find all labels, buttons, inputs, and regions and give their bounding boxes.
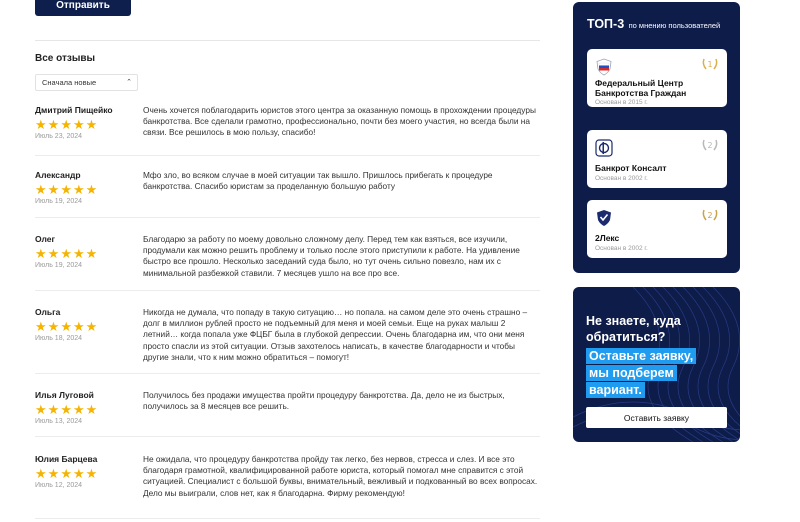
laurel-medal-icon [701, 208, 719, 222]
sort-select[interactable] [35, 74, 138, 91]
rating-stars [35, 320, 97, 333]
company-name: 2Лекс [595, 233, 620, 243]
rating-stars [35, 183, 97, 196]
reviews-section-title: Все отзывы [35, 53, 96, 64]
review-author: Юлия Барцева [35, 454, 98, 464]
company-founded: Основан в 2002 г. [595, 245, 648, 252]
review-text: Получилось без продажи имущества пройти процедуру банкротства. Да, дело не из быстрых, получилось за 8 месяцев все решить. [143, 390, 505, 412]
review-author: Олег [35, 234, 56, 244]
submit-button[interactable]: Отправить [35, 0, 131, 16]
review-author: Дмитрий Пищейко [35, 105, 113, 115]
chevron-down-icon: ⌃ [126, 79, 132, 86]
rating-stars [35, 118, 97, 131]
review-date: Июль 23, 2024 [35, 133, 83, 140]
star-icon: ★ [85, 246, 98, 261]
divider [35, 40, 540, 41]
divider [35, 436, 540, 437]
rating-stars [35, 403, 97, 416]
star-icon: ★ [85, 182, 98, 197]
review-text: Очень хочется поблагодарить юристов этого центра за оказанную помощь в прохождении процедуры банкротства. Все сделали грамотно, профессионально, почти без моего участия, но всегда были на связи. Все решилось в мою пользу, спасибо! [143, 105, 536, 138]
star-icon: ★ [72, 402, 85, 417]
sort-select-value: Сначала новые [42, 78, 97, 87]
star-icon: ★ [60, 182, 72, 197]
review-author: Ольга [35, 307, 61, 317]
top3-title: ТОП-3 [587, 17, 625, 31]
star-icon: ★ [35, 246, 47, 261]
promo-highlight-line: вариант. [586, 382, 645, 398]
company-founded: Основан в 2002 г. [595, 175, 648, 182]
review-date: Июль 12, 2024 [35, 482, 83, 489]
rating-stars [35, 467, 97, 480]
star-icon: ★ [72, 182, 85, 197]
divider [35, 155, 540, 156]
divider [35, 373, 540, 374]
review-author: Илья Луговой [35, 390, 94, 400]
star-icon: ★ [72, 117, 85, 132]
star-icon: ★ [60, 466, 72, 481]
laurel-medal-icon [701, 57, 719, 71]
review-date: Июль 13, 2024 [35, 418, 83, 425]
bk-monogram-icon [595, 139, 613, 157]
divider [35, 518, 540, 519]
top3-card[interactable] [587, 200, 727, 258]
promo-highlight-line: Оставьте заявку, [586, 348, 696, 364]
review-date: Июль 18, 2024 [35, 335, 83, 342]
star-icon: ★ [35, 319, 47, 334]
review-date: Июль 19, 2024 [35, 262, 83, 269]
star-icon: ★ [72, 319, 85, 334]
review-text: Мфо зло, во всяком случае в моей ситуации так вышло. Пришлось прибегать к процедуре банкротства. Спасибо юристам за проделанную большую работу [143, 170, 493, 192]
star-icon: ★ [35, 117, 47, 132]
star-icon: ★ [47, 246, 60, 261]
star-icon: ★ [35, 402, 47, 417]
company-founded: Основан в 2015 г. [595, 99, 648, 106]
star-icon: ★ [60, 246, 72, 261]
star-icon: ★ [60, 117, 72, 132]
star-icon: ★ [60, 319, 72, 334]
star-icon: ★ [47, 182, 60, 197]
star-icon: ★ [85, 466, 98, 481]
top3-subtitle: по мнению пользователей [628, 21, 721, 30]
star-icon: ★ [85, 319, 98, 334]
divider [35, 290, 540, 291]
review-text: Никогда не думала, что попаду в такую ситуацию… но попала. на самом деле это очень страшно – долг в миллион рублей просто не подъемный для меня и моей семьи. Еще на руках малыш 2 летний… когда попала уже ФЦБГ была в глубокой депрессии. Очень благодарна им, что они меня просто спасли из этой ситуации. Отзыв захотелось написать, в качестве благодарности и чтобы другие знали, что к ним можно обратиться – помогут! [143, 307, 528, 362]
promo-question: Не знаете, куда обратиться? [586, 314, 681, 344]
star-icon: ★ [72, 246, 85, 261]
promo-banner [573, 287, 740, 442]
place-number: 1 [707, 60, 713, 69]
laurel-medal-icon [701, 138, 719, 152]
leave-request-button[interactable]: Оставить заявку [586, 407, 727, 428]
company-name: Федеральный Центр Банкротства Граждан [595, 78, 687, 98]
star-icon: ★ [60, 402, 72, 417]
top3-header [587, 15, 737, 33]
star-icon: ★ [35, 466, 47, 481]
review-text: Благодарю за работу по моему довольно сложному делу. Перед тем как взяться, все изучили, продумали как можно решить проблему и только после этого приступили к работе. На удивление быстро все прошло. Несколько заседаний суда было, но тут очень сильно повезло, нам их с минимальной разбежкой ставили. 7 месяцев ушло на все про все. [143, 234, 520, 278]
promo-highlight-line: мы подберем [586, 365, 677, 381]
place-number: 2 [707, 141, 713, 150]
top3-panel [573, 2, 740, 273]
star-icon: ★ [85, 117, 98, 132]
review-date: Июль 19, 2024 [35, 198, 83, 205]
star-icon: ★ [47, 319, 60, 334]
rating-stars [35, 247, 97, 260]
star-icon: ★ [35, 182, 47, 197]
shield-check-icon [595, 209, 613, 227]
top3-card[interactable] [587, 49, 727, 107]
review-text: Не ожидала, что процедуру банкротства пройду так легко, без нервов, стресса и слез. И все это благодаря грамотной, квалифицированной работе юриста, который помогал мне справится с этой ситуацией. Специалист с большой буквы, внимательный, вежливый и подкованный во всех вопросах. Дело мы выиграли, слов нет, как я благодарна. Фирму рекомендую! [143, 454, 538, 498]
divider [35, 217, 540, 218]
shield-flag-icon [595, 58, 613, 76]
place-number: 2 [707, 211, 713, 220]
company-name: Банкрот Консалт [595, 163, 667, 173]
star-icon: ★ [47, 466, 60, 481]
star-icon: ★ [47, 402, 60, 417]
top3-card[interactable] [587, 130, 727, 188]
star-icon: ★ [72, 466, 85, 481]
review-author: Александр [35, 170, 81, 180]
star-icon: ★ [85, 402, 98, 417]
star-icon: ★ [47, 117, 60, 132]
